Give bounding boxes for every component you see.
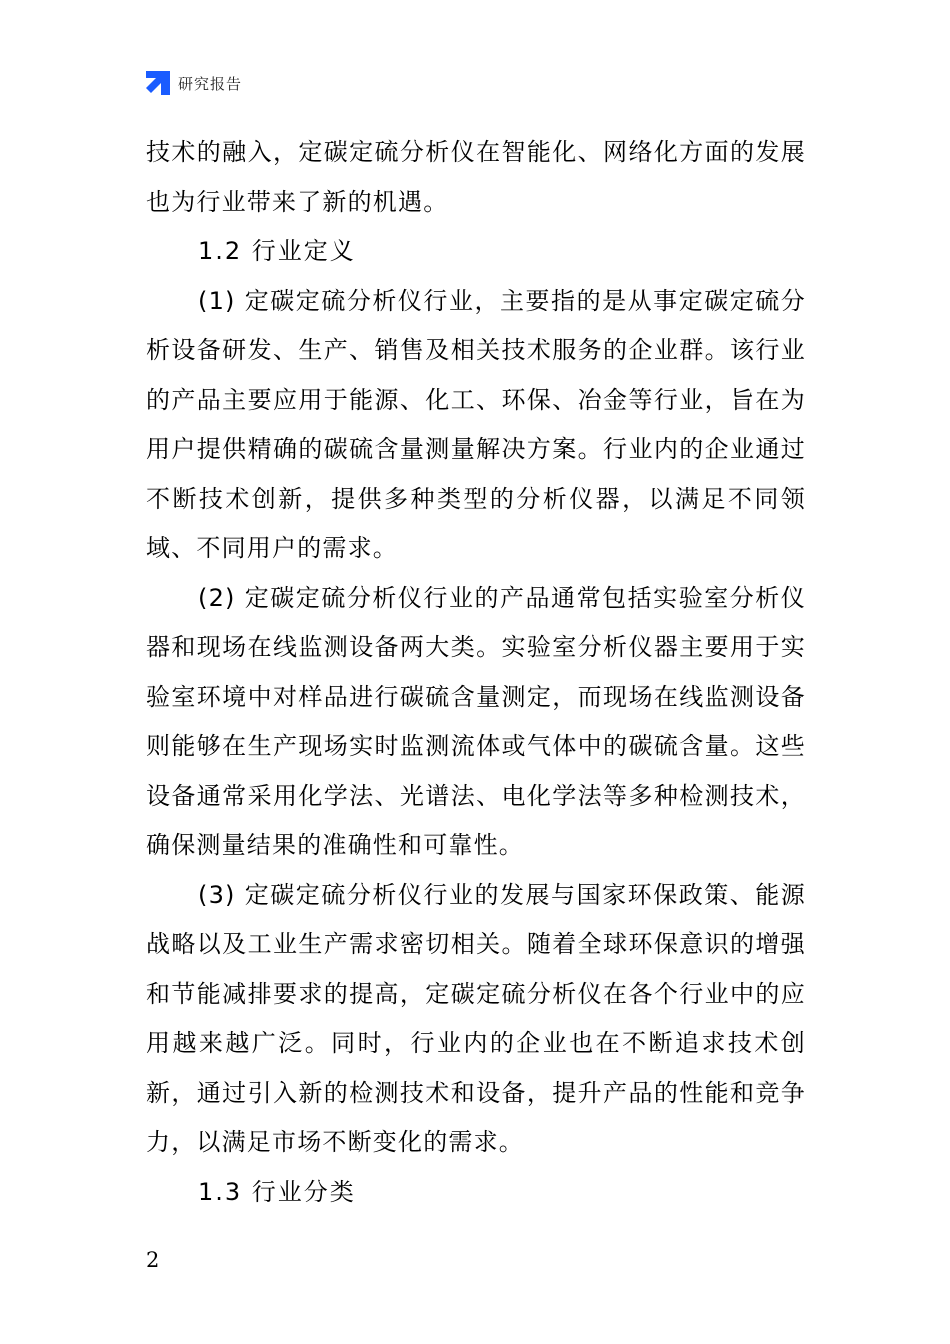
report-arrow-logo-icon [146,71,170,95]
page-number: 2 [146,1248,160,1272]
document-body [146,128,806,1217]
paragraph-definition-2: (2) 定碳定硫分析仪行业的产品通常包括实验室分析仪器和现场在线监测设备两大类。实验室分析仪器主要用于实验室环境中对样品进行碳硫含量测定，而现场在线监测设备则能够在生产现场实时监测流体或气体中的碳硫含量。这些设备通常采用化学法、光谱法、电化学法等多种检测技术，确保测量结果的准确性和可靠性。 [146,583,806,859]
paragraph-definition-1: (1) 定碳定硫分析仪行业，主要指的是从事定碳定硫分析设备研发、生产、销售及相关技术服务的企业群。该行业的产品主要应用于能源、化工、环保、冶金等行业，旨在为用户提供精确的碳硫含量测量解决方案。行业内的企业通过不断技术创新，提供多种类型的分析仪器，以满足不同领域、不同用户的需求。 [146,286,806,562]
page-header [146,68,242,98]
header-label: 研究报告 [178,74,243,93]
section-heading-1-2: 1.2 行业定义 [198,237,356,265]
paragraph-definition-3: (3) 定碳定硫分析仪行业的发展与国家环保政策、能源战略以及工业生产需求密切相关。随着全球环保意识的增强和节能减排要求的提高，定碳定硫分析仪在各个行业中的应用越来越广泛。同时，行业内的企业也在不断追求技术创新，通过引入新的检测技术和设备，提升产品的性能和竞争力，以满足市场不断变化的需求。 [146,880,806,1156]
paragraph-continuation: 技术的融入，定碳定硫分析仪在智能化、网络化方面的发展也为行业带来了新的机遇。 [146,138,806,216]
section-heading-1-3: 1.3 行业分类 [198,1177,356,1206]
